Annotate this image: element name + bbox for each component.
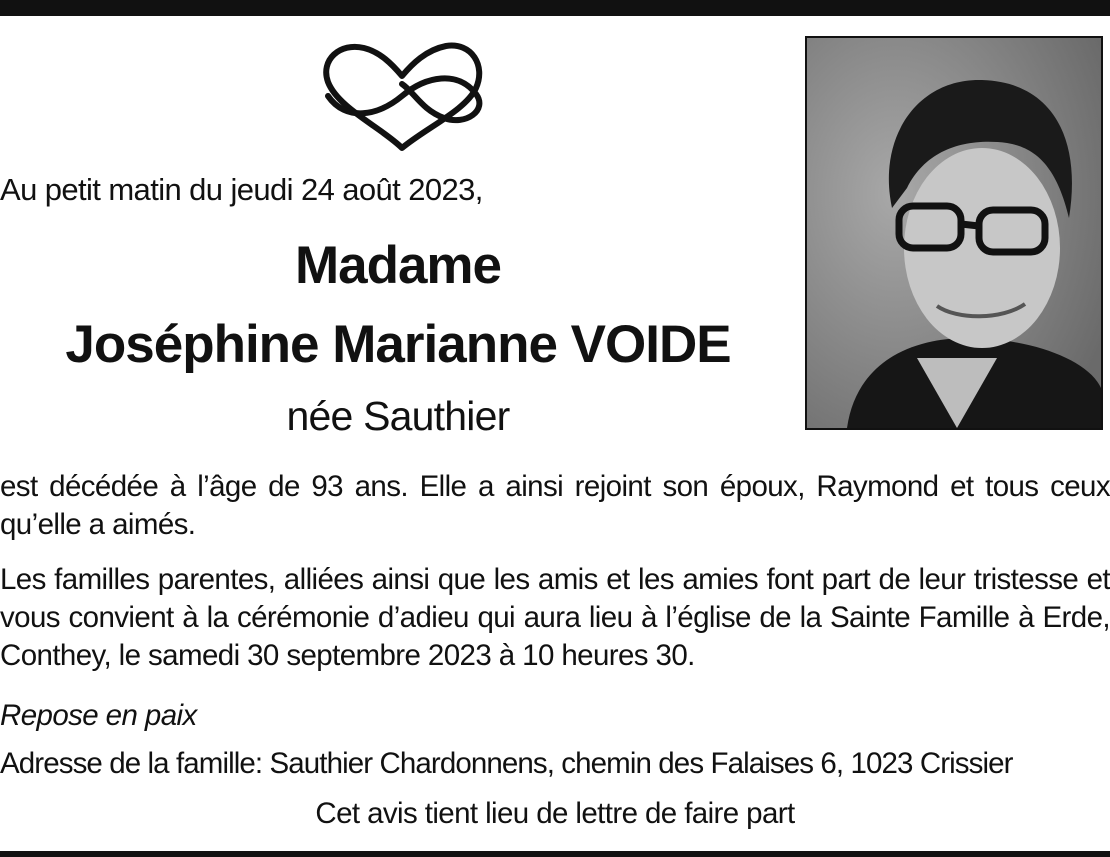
intro-line: Au petit matin du jeudi 24 août 2023,: [0, 172, 483, 207]
heart-infinity-icon: [316, 38, 488, 154]
ceremony-paragraph: Les familles parentes, alliées ainsi que les amis et les amies font part de leur tristesse et vous convient à la cérémonie d’adieu qui aura lieu à l’église de la Sainte Famille à Erde, Conthey, le samedi 30 septembre 2023 à 10 heures 30.: [0, 563, 1110, 672]
footer-note: Cet avis tient lieu de lettre de faire part: [315, 797, 795, 830]
deceased-name: Joséphine Marianne VOIDE: [65, 315, 731, 374]
death-notice-paragraph: est décédée à l’âge de 93 ans. Elle a ainsi rejoint son époux, Raymond et tous ceux qu’elle a aimés.: [0, 470, 1110, 541]
maiden-name: née Sauthier: [286, 393, 510, 439]
bottom-rule: [0, 851, 1110, 857]
family-address: Adresse de la famille: Sauthier Chardonnens, chemin des Falaises 6, 1023 Crissier: [0, 747, 1013, 780]
closing-words: Repose en paix: [0, 699, 197, 732]
portrait-photo: [805, 36, 1103, 430]
title-honorific: Madame: [294, 236, 502, 295]
top-rule: [0, 0, 1110, 16]
